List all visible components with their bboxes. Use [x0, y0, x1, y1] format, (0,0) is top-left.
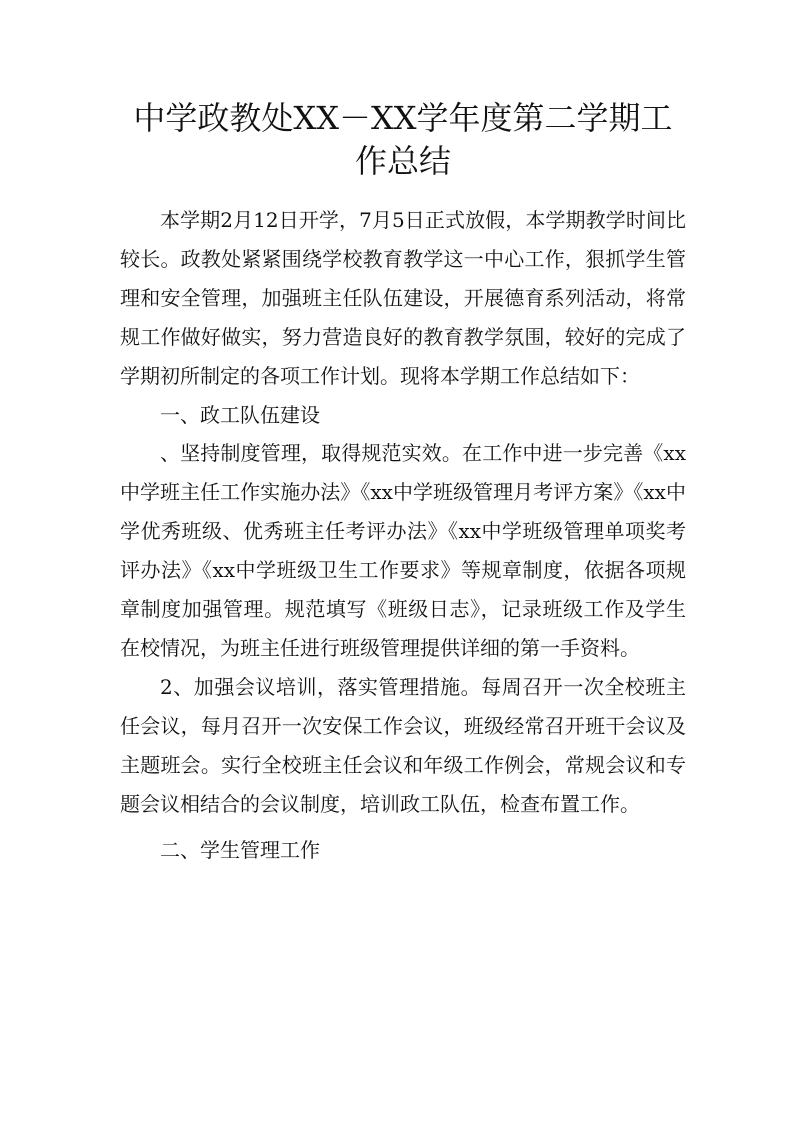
section-heading-political-team: 一、政工队伍建设 [160, 402, 320, 427]
item-paragraph-system-management: 、坚持制度管理，取得规范实效。在工作中进一步完善《xx中学班主任工作实施办法》《xx中学班级管理月考评方案》《xx中学优秀班级、优秀班主任考评办法》《xx中学班级管理单项奖考评办法》《xx中学班级卫生工作要求》等规章制度，依据各项规章制度加强管理。规范填写《班级日志》，记录班级工作及学生在校情况，为班主任进行班级管理提供详细的第一手资料。 [120, 441, 686, 660]
document-body [120, 201, 686, 869]
section-heading-student-management: 二、学生管理工作 [160, 837, 320, 862]
intro-paragraph: 本学期2月12日开学，7月5日正式放假，本学期教学时间比较长。政教处紧紧围绕学校教育教学这一中心工作，狠抓学生管理和安全管理，加强班主任队伍建设，开展德育系列活动，将常规工作做好做实，努力营造良好的教育教学氛围，较好的完成了学期初所制定的各项工作计划。现将本学期工作总结如下： [120, 208, 686, 388]
item-paragraph-meeting-training: 2、加强会议培训，落实管理措施。每周召开一次全校班主任会议，每月召开一次安保工作会议，班级经常召开班干会议及主题班会。实行全校班主任会议和年级工作例会，常规会议和专题会议相结合的会议制度，培训政工队伍，检查布置工作。 [120, 674, 686, 816]
document-title: 中学政教处XX－XX学年度第二学期工作总结 [133, 99, 673, 180]
paragraph-spacer [120, 824, 686, 831]
